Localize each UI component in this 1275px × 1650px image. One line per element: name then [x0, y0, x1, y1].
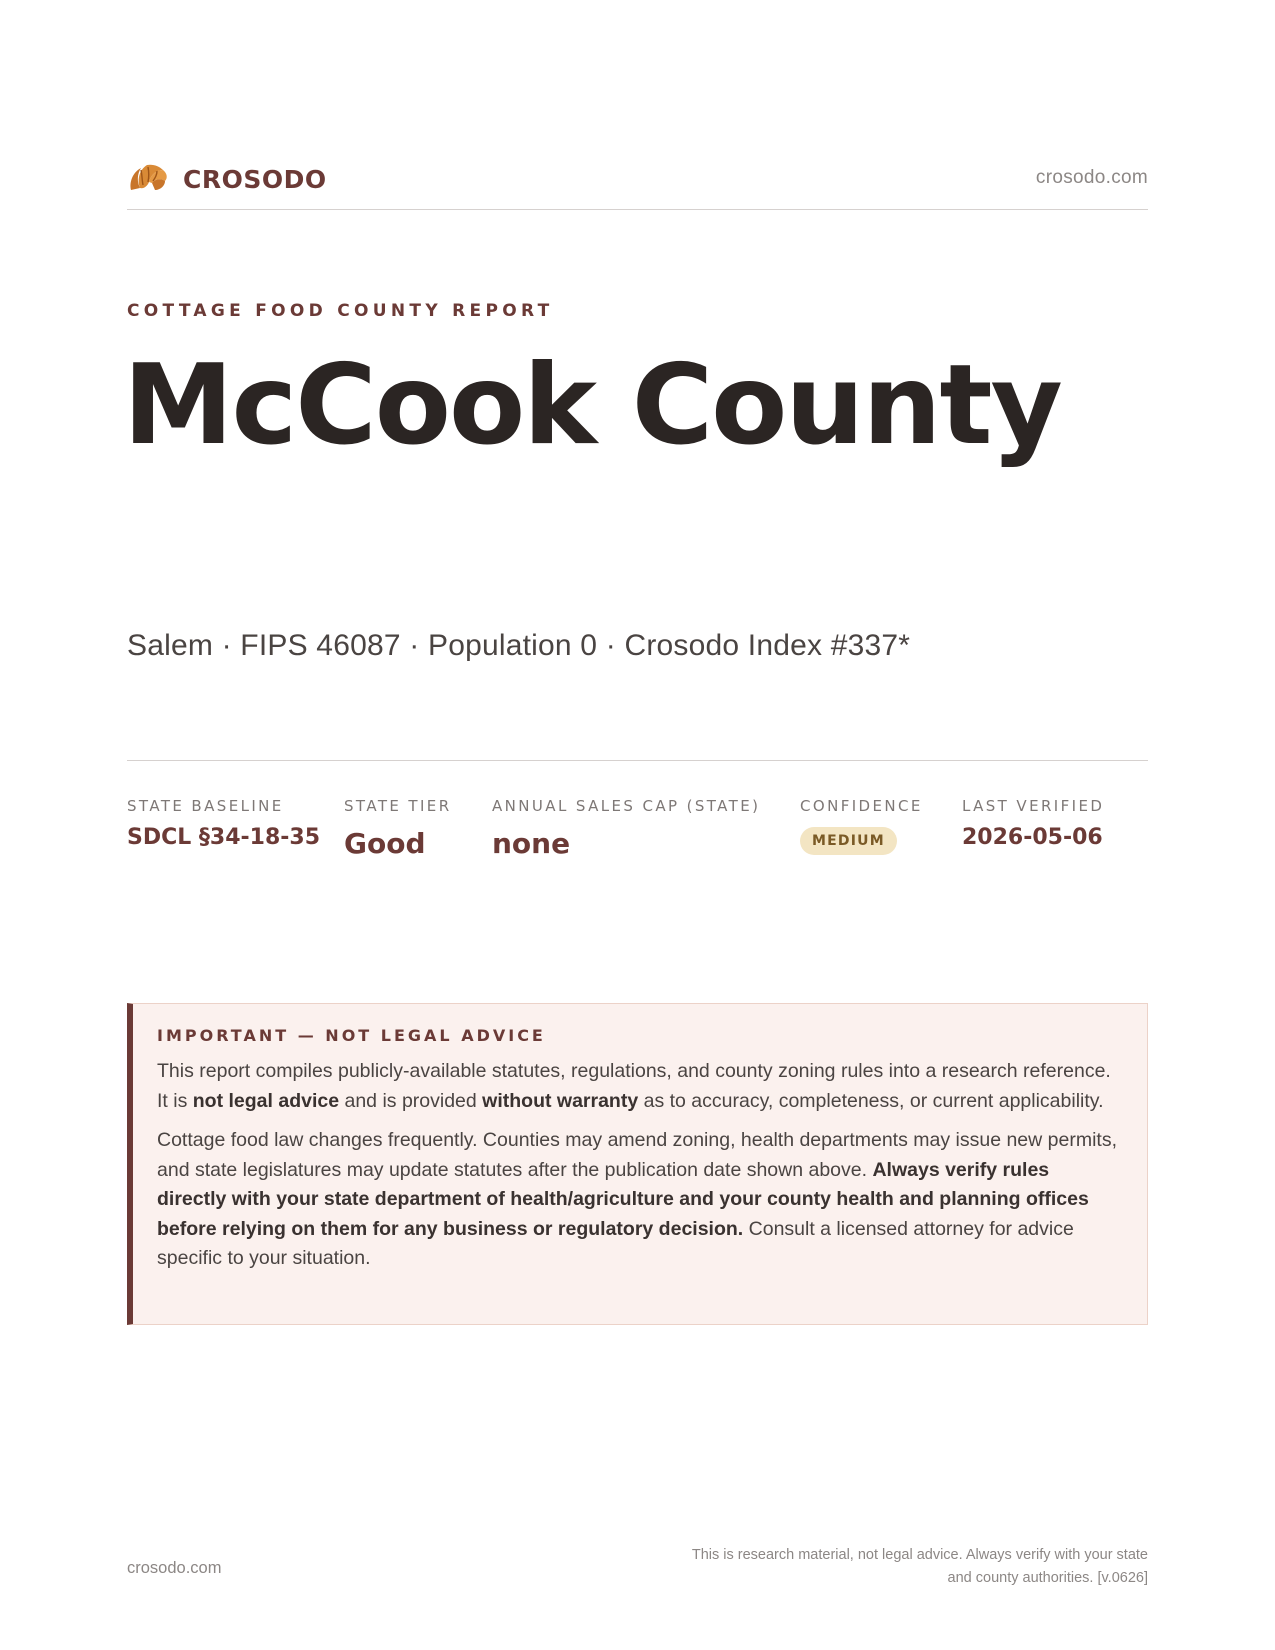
footer-disclaimer-line: This is research material, not legal advice. Always verify with your state — [691, 1547, 1148, 1563]
notice-text: This report compiles publicly-available statutes, regulations, and county zoning rules into a research reference. It is — [157, 1060, 1111, 1112]
page-title: McCook County — [123, 341, 1061, 470]
page-header — [127, 158, 1148, 210]
notice-title: IMPORTANT — NOT LEGAL ADVICE — [157, 1026, 546, 1045]
notice-emphasis: Always verify rules directly with your state department of health/agriculture and your county health and planning offices before relying on them for any business or regulatory decision. — [157, 1158, 1089, 1240]
stat-value: 2026-05-06 — [962, 825, 1103, 850]
stat-confidence — [800, 797, 923, 855]
notice-emphasis: not legal advice — [192, 1089, 340, 1112]
stat-label: ANNUAL SALES CAP (STATE) — [492, 797, 761, 815]
site-link[interactable]: crosodo.com — [1035, 167, 1148, 188]
notice-text: as to accuracy, completeness, or current applicability. — [638, 1089, 1104, 1112]
report-subtitle: Salem · FIPS 46087 · Population 0 · Crosodo Index #337* — [127, 629, 911, 662]
stat-value: SDCL §34-18-35 — [127, 825, 321, 850]
footer-disclaimer — [608, 1544, 1148, 1590]
notice-paragraph-1 — [157, 1057, 1121, 1116]
notice-paragraph-2 — [157, 1126, 1121, 1274]
brand-name: CROSODO — [183, 164, 327, 194]
confidence-badge: MEDIUM — [800, 827, 897, 855]
footer-disclaimer-line: and county authorities. [v.0626] — [947, 1570, 1148, 1586]
legal-notice — [127, 1003, 1148, 1325]
stat-label: STATE TIER — [344, 797, 452, 815]
stat-annual-sales-cap — [492, 797, 760, 860]
report-kicker: COTTAGE FOOD COUNTY REPORT — [127, 301, 554, 321]
stat-value: none — [492, 827, 571, 860]
notice-text: Consult a licensed attorney for advice specific to your situation. — [157, 1217, 1074, 1269]
notice-emphasis: without warranty — [482, 1089, 639, 1112]
stat-last-verified — [962, 797, 1104, 850]
stat-label: LAST VERIFIED — [962, 797, 1105, 815]
stat-label: CONFIDENCE — [800, 797, 923, 815]
stat-state-tier — [344, 797, 452, 860]
footer-site-link[interactable]: crosodo.com — [127, 1559, 222, 1577]
stat-label: STATE BASELINE — [127, 797, 284, 815]
brand — [127, 160, 327, 198]
stats-row — [127, 760, 1148, 880]
notice-text: and is provided — [339, 1089, 483, 1112]
croissant-icon — [127, 160, 169, 198]
stat-state-baseline — [127, 797, 320, 850]
stat-value: Good — [344, 827, 426, 860]
notice-text: Cottage food law changes frequently. Counties may amend zoning, health departments may issue new permits, and state legislatures may update statutes after the publication date shown above. — [157, 1129, 1117, 1181]
